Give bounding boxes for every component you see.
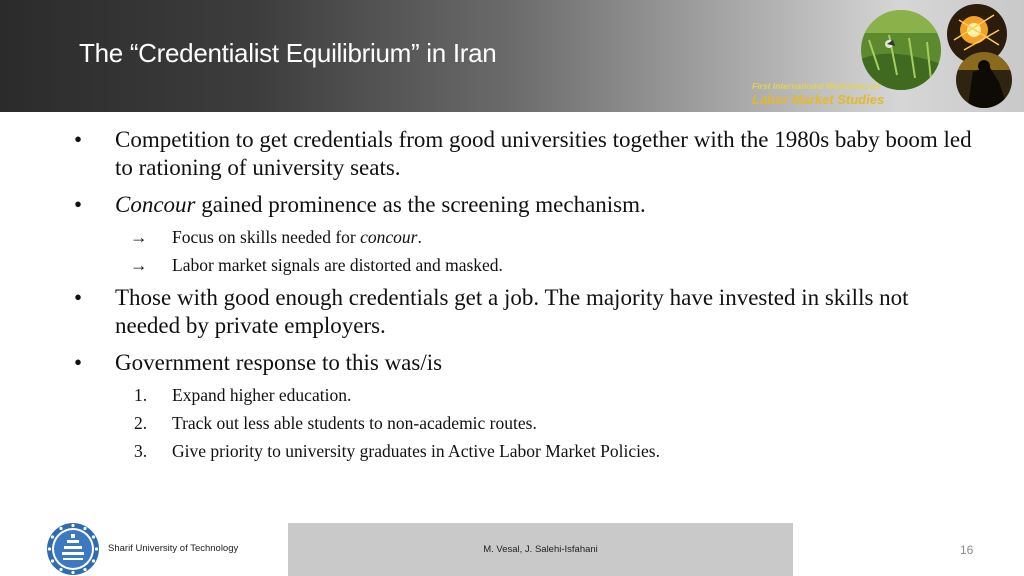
title-banner (0, 0, 1024, 112)
workshop-line1: First International Workshop on (752, 81, 881, 91)
bullet-item (0, 126, 975, 182)
bullet-text: gained prominence as the screening mechanism. (195, 192, 646, 217)
footer-bar (288, 523, 793, 576)
bullet-text: Government response to this was/is (115, 350, 443, 375)
slide-body (0, 126, 1024, 468)
sub-item-tail: . (417, 227, 422, 247)
bullet-emphasis: Concour (115, 192, 196, 217)
sub-item (0, 254, 972, 276)
bullet-icon: • (74, 350, 83, 375)
bullet-text: Competition to get credentials from good universities together with the 1980s baby boom led to rationing of university seats. (115, 127, 972, 180)
numbered-item (0, 412, 972, 434)
sub-item-text: Labor market signals are distorted and masked. (172, 255, 503, 275)
bullet-text: Those with good enough credentials get a job. The majority have invested in skills not needed by private employers. (115, 285, 909, 338)
footer-university: Sharif University of Technology (108, 543, 239, 554)
page-number: 16 (960, 543, 974, 557)
numbered-item-text: Expand higher education. (172, 385, 352, 405)
item-number: 1. (134, 385, 148, 405)
sub-item (0, 226, 972, 248)
item-number: 3. (134, 441, 148, 461)
slide-title: The “Credentialist Equilibrium” in Iran (79, 38, 497, 68)
numbered-item-text: Give priority to university graduates in Active Labor Market Policies. (172, 441, 660, 461)
bullet-item (0, 284, 975, 340)
workshop-line2: Labor Market Studies (752, 91, 885, 107)
bullet-icon: • (74, 285, 83, 310)
arrow-icon: → (130, 227, 148, 247)
numbered-item-text: Track out less able students to non-academic routes. (172, 413, 537, 433)
numbered-item (0, 384, 972, 406)
sub-item-text: Focus on skills needed for (172, 227, 361, 247)
item-number: 2. (134, 413, 148, 433)
sub-item-emphasis: concour (360, 227, 418, 247)
bullet-icon: • (74, 127, 83, 152)
footer-authors: M. Vesal, J. Salehi-Isfahani (483, 544, 598, 555)
arrow-icon: → (130, 255, 148, 275)
workshop-branding (752, 82, 952, 106)
university-logo (46, 522, 100, 576)
bullet-item (0, 349, 975, 377)
numbered-item (0, 440, 972, 462)
bullet-item (0, 191, 975, 219)
bullet-icon: • (74, 192, 83, 217)
